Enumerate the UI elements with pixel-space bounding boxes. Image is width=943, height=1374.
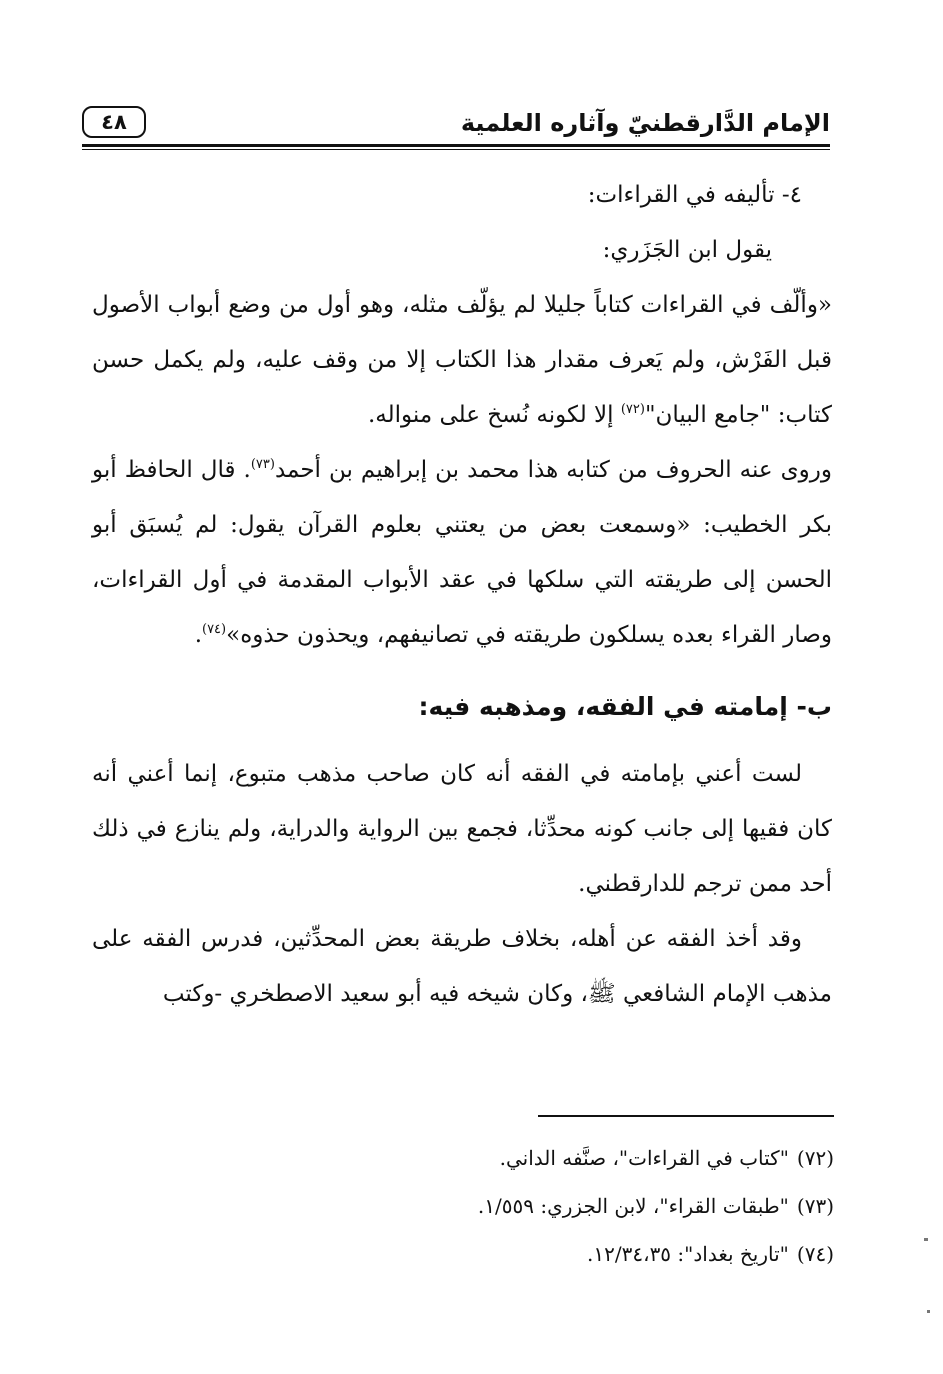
paragraph-teacher: وقد أخذ الفقه عن أهله، بخلاف طريقة بعض المحدِّثين، فدرس الفقه على مذهب الإمام الشافعي ﷺ، وكان شيخه فيه أبو سعيد الاصطخري -وكتب (92, 926, 832, 1007)
footnote-number: (٧٤) (796, 1242, 834, 1266)
narration-end: . (194, 622, 202, 648)
paragraph-fiqh: لست أعني بإمامته في الفقه أنه كان صاحب مذهب متبوع، إنما أعني أنه كان فقيها إلى جانب كونه محدِّثا، فجمع بين الرواية والدراية، ولم ينازع في ذلك أحد ممن ترجم للدارقطني. (92, 761, 832, 897)
footnote-ref-72: (٧٢) (620, 402, 645, 417)
footnote-ref-73: (٧٣) (250, 457, 275, 472)
footnote-ref-74: (٧٤) (202, 622, 227, 637)
paragraph-narration (92, 443, 832, 663)
footnote-74 (92, 1230, 834, 1278)
narration-text-cont: . قال الحافظ أبو بكر الخطيب: «وسمعت بعض من يعتني بعلوم القرآن يقول: لم يُسبَق أبو الحسن إلى طريقته التي سلكها في عقد الأبواب المقدمة في أول القراءات، وصار القراء بعده يسلكون طريقته في تصانيفهم، ويحذون حذوه» (92, 457, 832, 648)
page-title: الإمام الدَّارقطنيّ وآثاره العلمية (460, 109, 830, 137)
footnote-72 (92, 1134, 834, 1182)
page-header (82, 104, 830, 144)
header-rule (82, 144, 830, 147)
scan-speck (927, 1310, 930, 1313)
footnote-text: "طبقات القراء"، لابن الجزري: ١/٥٥٩. (477, 1194, 789, 1218)
footnote-number: (٧٣) (796, 1194, 834, 1218)
narration-text: وروى عنه الحروف من كتابه هذا محمد بن إبراهيم بن أحمد (274, 457, 832, 483)
quote-text-end: إلا لكونه نُسخ على منواله. (367, 402, 621, 428)
quote-text: «وألّف في القراءات كتاباً جليلا لم يؤلّف مثله، وهو أول من وضع أبواب الأصول قبل الفَرْش، ولم يَعرف مقدار هذا الكتاب إلا من وقف عليه، ولم يكمل حسن كتاب: "جامع البيان" (92, 292, 832, 428)
header-rule-thin (82, 149, 830, 150)
scan-speck (924, 1238, 928, 1241)
section-heading: ب- إمامته في الفقه، ومذهبه فيه: (418, 692, 832, 721)
main-text (92, 168, 832, 1022)
footnotes (92, 1134, 834, 1278)
item-heading: ٤- تأليفه في القراءات: (587, 182, 802, 208)
footnote-number: (٧٢) (796, 1146, 834, 1170)
footnote-73 (92, 1182, 834, 1230)
page-number-badge: ٤٨ (82, 106, 146, 138)
footnote-separator (538, 1115, 834, 1117)
footnote-text: "تاريخ بغداد": ١٢/٣٤،٣٥. (587, 1242, 789, 1266)
intro-line: يقول ابن الجَزَري: (602, 237, 772, 263)
footnote-text: "كتاب في القراءات"، صنَّفه الداني. (499, 1146, 789, 1170)
paragraph-quote (92, 278, 832, 443)
